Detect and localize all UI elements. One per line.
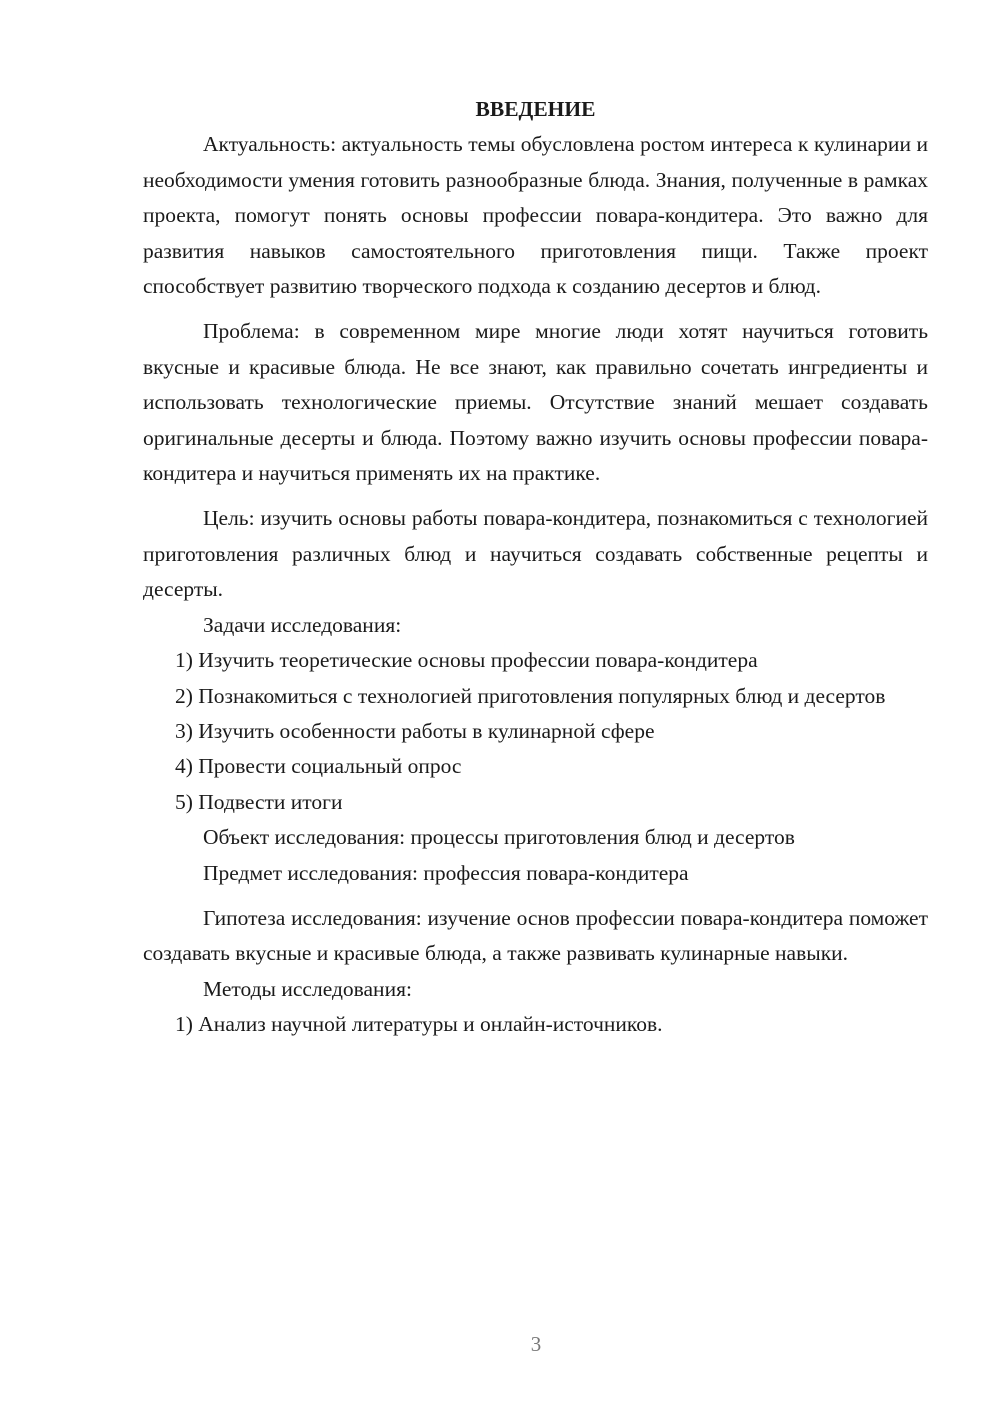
problem-paragraph: Проблема: в современном мире многие люди хотят научиться готовить вкусные и красивые блюда. Не все знают, как правильно сочетать ингредиенты и использовать технологические приемы. Отсутствие знаний мешает создавать оригинальные десерты и блюда. Поэтому важно изучить основы профессии повара-кондитера и научиться применять их на практике. — [143, 319, 928, 486]
task-item-1: 1) Изучить теоретические основы профессии повара-кондитера — [175, 648, 758, 673]
tasks-heading: Задачи исследования: — [203, 612, 402, 637]
document-body — [143, 92, 928, 1043]
subject-paragraph: Предмет исследования: профессия повара-кондитера — [203, 860, 689, 885]
section-title: ВВЕДЕНИЕ — [475, 97, 596, 121]
object-paragraph: Объект исследования: процессы приготовления блюд и десертов — [203, 825, 795, 850]
relevance-paragraph: Актуальность: актуальность темы обусловлена ростом интереса к кулинарии и необходимости умения готовить разнообразные блюда. Знания, полученные в рамках проекта, помогут понять основы профессии повара-кондитера. Это важно для развития навыков самостоятельного приготовления пищи. Также проект способствует развитию творческого подхода к созданию десертов и блюд. — [143, 132, 928, 299]
hypothesis-paragraph: Гипотеза исследования: изучение основ профессии повара-кондитера поможет создавать вкусные и красивые блюда, а также развивать кулинарные навыки. — [143, 905, 928, 966]
task-item-2: 2) Познакомиться с технологией приготовления популярных блюд и десертов — [175, 683, 886, 708]
task-item-3: 3) Изучить особенности работы в кулинарной сфере — [175, 718, 655, 743]
goal-paragraph: Цель: изучить основы работы повара-кондитера, познакомиться с технологией приготовления различных блюд и научиться создавать собственные рецепты и десерты. — [143, 506, 928, 602]
method-item-1: 1) Анализ научной литературы и онлайн-источников. — [175, 1012, 663, 1037]
methods-heading: Методы исследования: — [203, 976, 412, 1001]
task-item-5: 5) Подвести итоги — [175, 789, 343, 814]
task-item-4: 4) Провести социальный опрос — [175, 754, 462, 779]
page-number: 3 — [530, 1332, 542, 1356]
